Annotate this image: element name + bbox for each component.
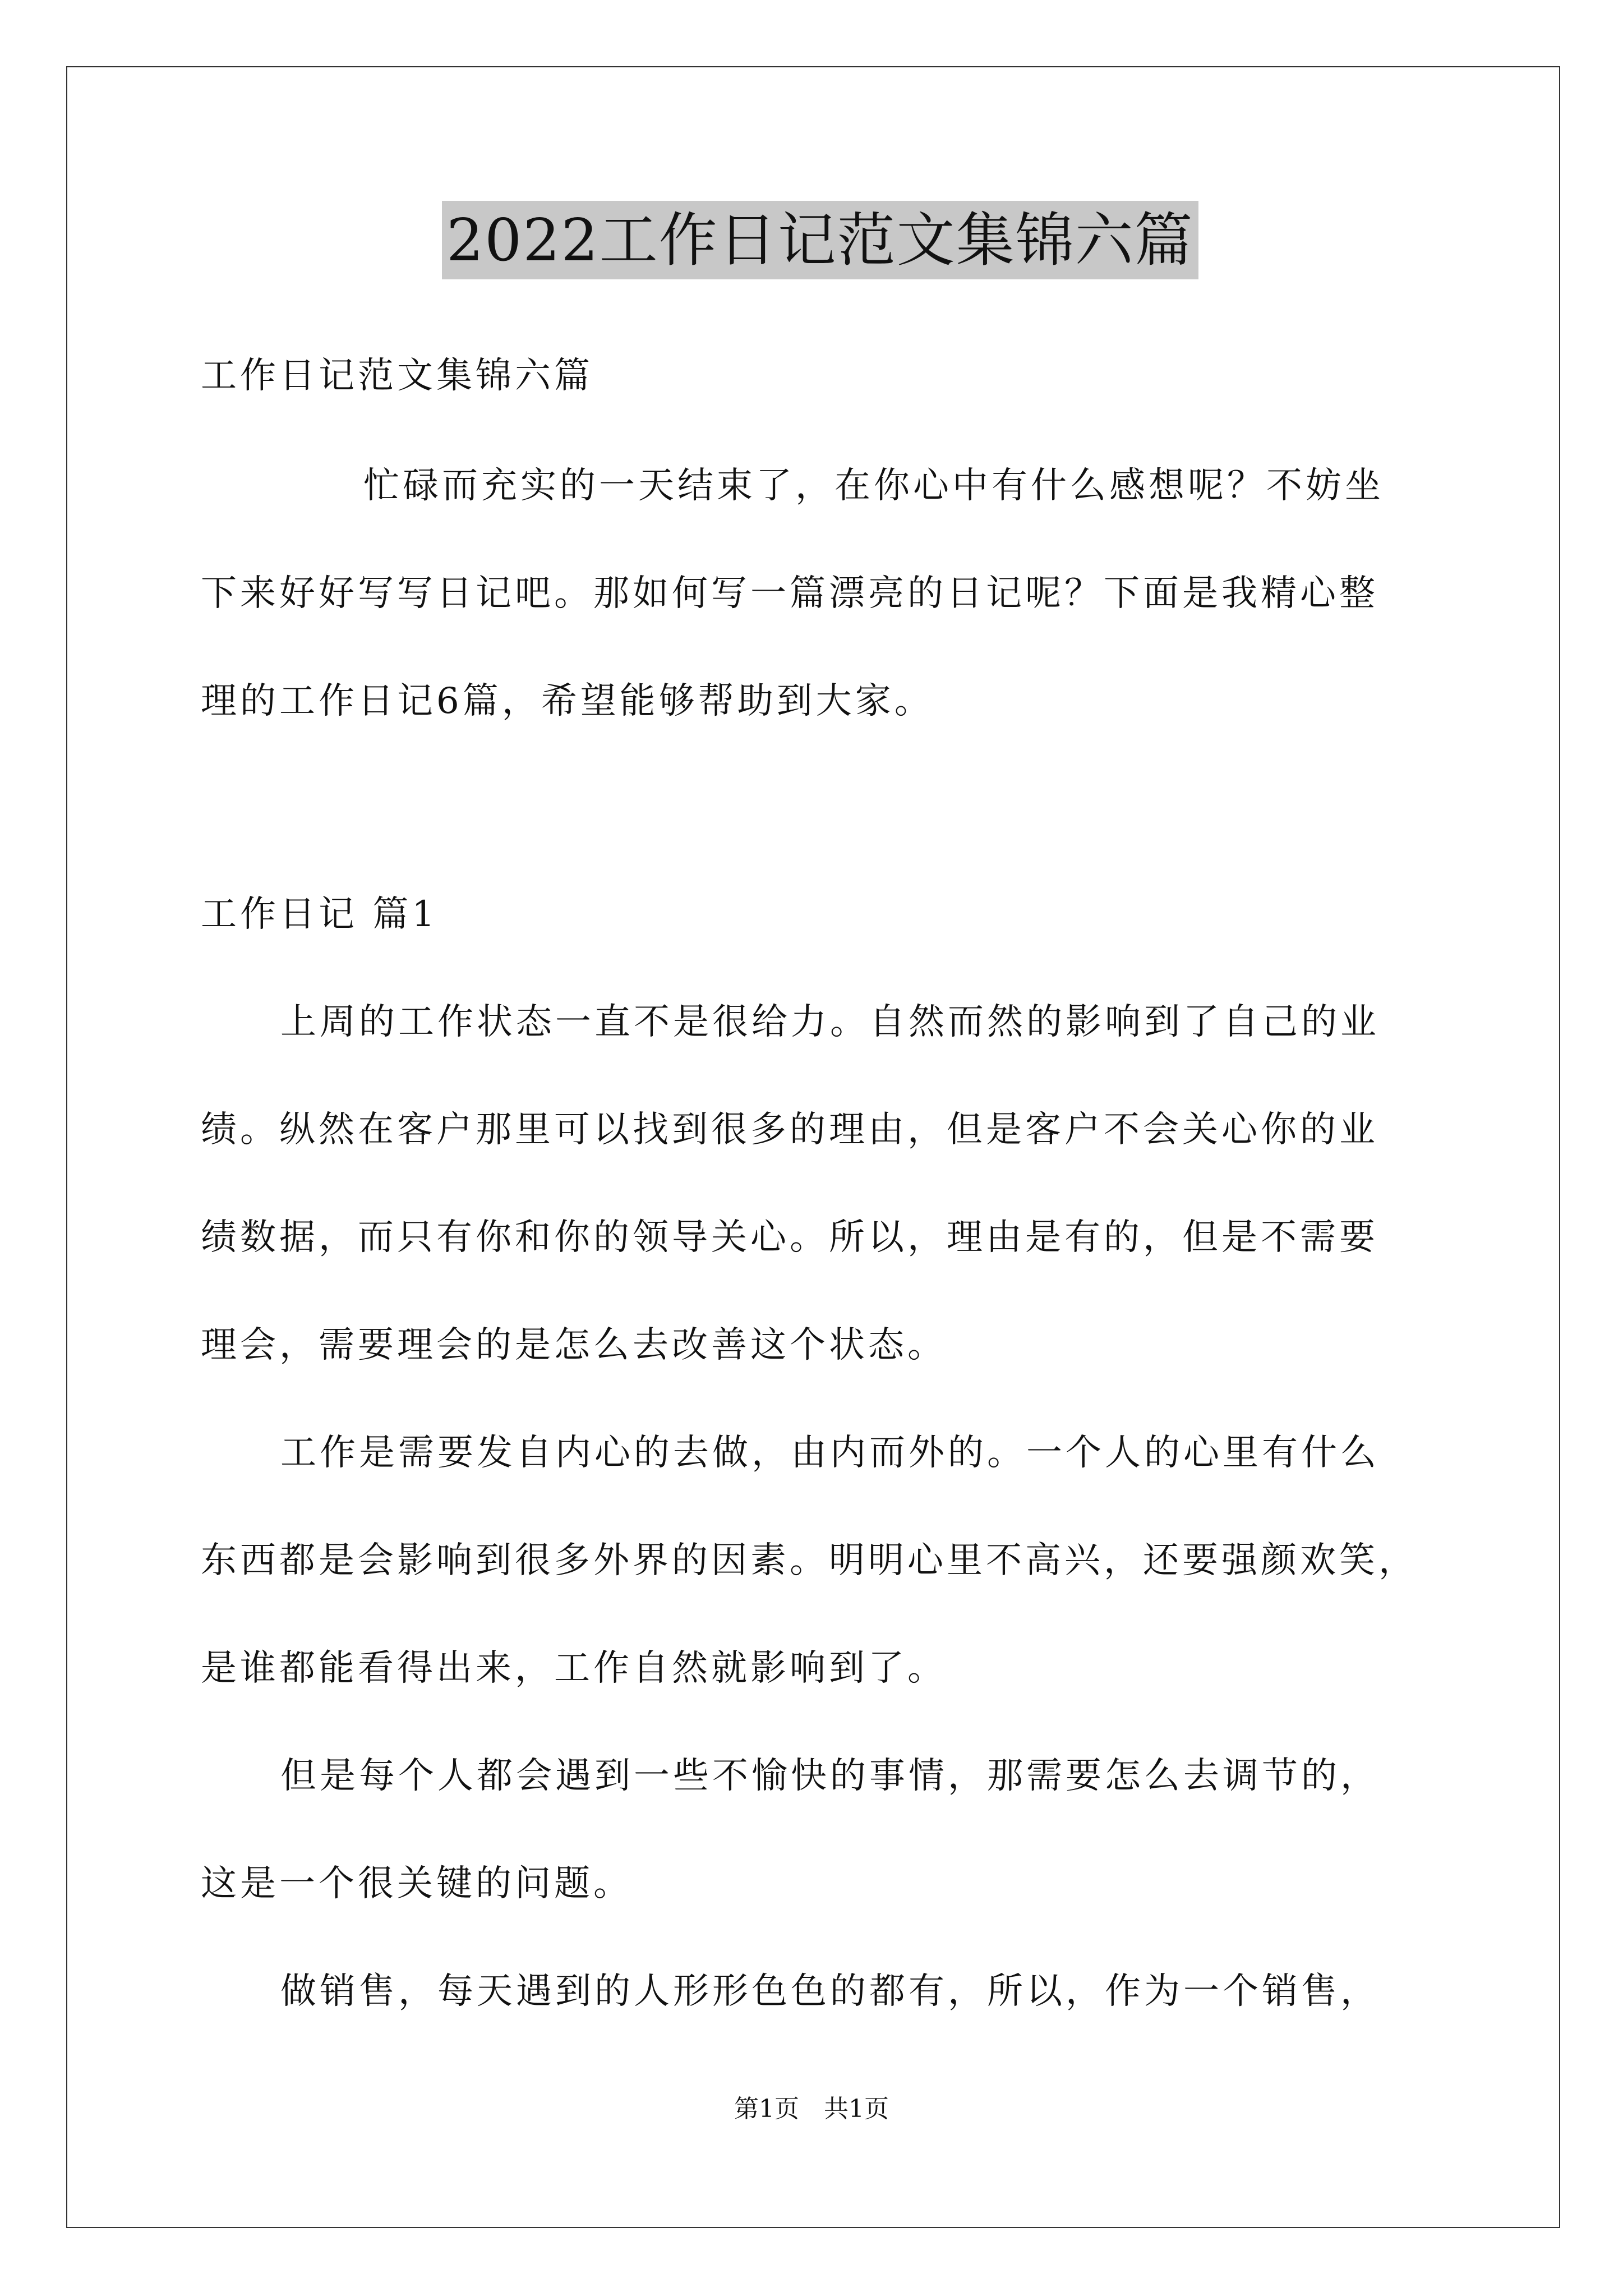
section-heading: 工作日记 篇1 <box>201 894 439 935</box>
document-subtitle: 工作日记范文集锦六篇 <box>201 355 593 397</box>
paragraph-line: 做销售，每天遇到的人形形色色的都有，所以，作为一个销售， <box>280 1971 1380 2012</box>
paragraph-line: 上周的工作状态一直不是很给力。自然而然的影响到了自己的业 <box>280 1001 1380 1043</box>
paragraph-line: 绩数据，而只有你和你的领导关心。所以，理由是有的，但是不需要 <box>201 1217 1378 1258</box>
intro-line: 下来好好写写日记吧。那如何写一篇漂亮的日记呢？下面是我精心整 <box>201 573 1378 614</box>
paragraph-line: 东西都是会影响到很多外界的因素。明明心里不高兴，还要强颜欢笑， <box>201 1540 1418 1581</box>
paragraph-line: 绩。纵然在客户那里可以找到很多的理由，但是客户不会关心你的业 <box>201 1109 1378 1151</box>
intro-line: 理的工作日记6篇，希望能够帮助到大家。 <box>201 680 934 722</box>
paragraph-line: 工作是需要发自内心的去做，由内而外的。一个人的心里有什么 <box>280 1432 1380 1474</box>
document-title: 2022工作日记范文集锦六篇 <box>442 201 1198 279</box>
page-footer: 第1页 共1页 <box>734 2095 889 2123</box>
intro-line: 忙碌而充实的一天结束了，在你心中有什么感想呢？不妨坐 <box>363 465 1384 507</box>
paragraph-line: 这是一个很关键的问题。 <box>201 1863 633 1904</box>
paragraph-line: 理会，需要理会的是怎么去改善这个状态。 <box>201 1324 947 1366</box>
paragraph-line: 但是每个人都会遇到一些不愉快的事情，那需要怎么去调节的， <box>280 1755 1380 1797</box>
paragraph-line: 是谁都能看得出来，工作自然就影响到了。 <box>201 1648 947 1689</box>
